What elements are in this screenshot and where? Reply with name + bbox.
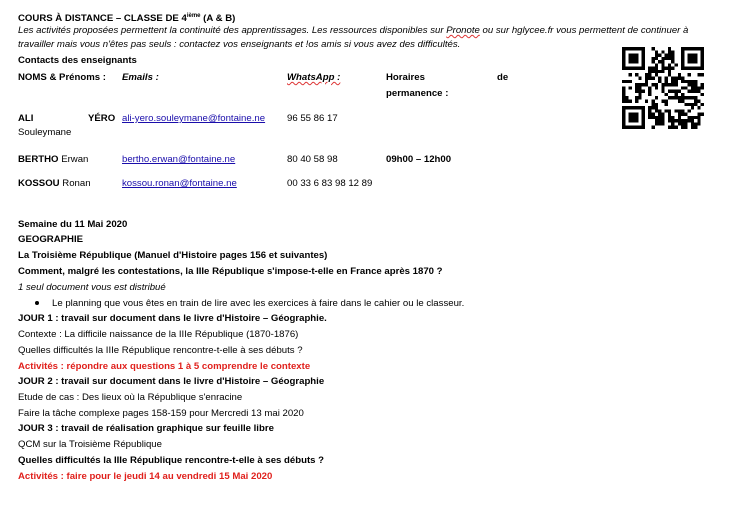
day1-question: Quelles difficultés la IIIe République rencontre-t-elle à ses débuts ? xyxy=(18,345,303,356)
day3-question: Quelles difficultés la IIIe République rencontre-t-elle à ses débuts ? xyxy=(18,455,325,466)
col-names-header: NOMS & Prénoms : xyxy=(18,72,106,83)
teacher-email-link[interactable]: kossou.ronan@fontaine.ne xyxy=(122,178,237,189)
teacher-name: KOSSOU Ronan xyxy=(18,178,91,189)
teacher-email-link[interactable]: bertho.erwan@fontaine.ne xyxy=(122,154,236,165)
teacher-name: BERTHO Erwan xyxy=(18,154,89,165)
intro-line-2: travailler mais vous n'êtes pas seuls : contactez vos enseignants et !os amis si vous avez des difficultés. xyxy=(18,39,461,50)
day2-title: JOUR 2 : travail sur document dans le livre d'Histoire – Géographie xyxy=(18,376,325,387)
theme-line: La Troisième République (Manuel d'Histoire pages 156 et suivantes) xyxy=(18,250,328,261)
document-note: 1 seul document vous est distribué xyxy=(18,282,166,293)
day3-qcm: QCM sur la Troisième République xyxy=(18,439,162,450)
teacher-phone: 96 55 86 17 xyxy=(287,113,338,124)
qr-code-icon xyxy=(622,47,704,129)
main-question: Comment, malgré les contestations, la IIIe République s'impose-t-elle en France après 1870 ? xyxy=(18,266,443,277)
day2-task: Faire la tâche complexe pages 158-159 pour Mercredi 13 mai 2020 xyxy=(18,408,304,419)
intro-line-1: Les activités proposées permettent la continuité des apprentissages. Les ressources disponibles sur Pronote ou sur hglycee.fr vous permettent de continuer à xyxy=(18,25,689,36)
teacher-phone: 00 33 6 83 98 12 89 xyxy=(287,178,373,189)
teacher-lastname: ALI xyxy=(18,113,34,124)
teacher-firstname: YÉRO xyxy=(88,113,116,124)
page-title: COURS À DISTANCE – CLASSE DE 4ième (A & B) xyxy=(18,13,236,25)
contacts-heading: Contacts des enseignants xyxy=(18,55,137,66)
teacher-hours: 09h00 – 12h00 xyxy=(386,154,452,165)
day1-context: Contexte : La difficile naissance de la IIIe République (1870-1876) xyxy=(18,329,299,340)
col-hours-header-b: de xyxy=(497,72,509,83)
col-whatsapp-header: WhatsApp : xyxy=(287,72,341,83)
day3-title: JOUR 3 : travail de réalisation graphique sur feuille libre xyxy=(18,423,274,434)
day2-case: Etude de cas : Des lieux où la République s'enracine xyxy=(18,392,243,403)
col-hours-header-c: permanence : xyxy=(386,88,449,99)
col-emails-header: Emails : xyxy=(122,72,159,83)
subject-heading: GEOGRAPHIE xyxy=(18,234,84,245)
day1-title: JOUR 1 : travail sur document dans le livre d'Histoire – Géographie. xyxy=(18,313,327,324)
pronote-link[interactable]: Pronote xyxy=(446,25,480,36)
week-heading: Semaine du 11 Mai 2020 xyxy=(18,219,128,230)
bullet-icon xyxy=(35,301,39,305)
teacher-phone: 80 40 58 98 xyxy=(287,154,338,165)
col-hours-header-a: Horaires xyxy=(386,72,425,83)
bullet-text: Le planning que vous êtes en train de lire avec les exercices à faire dans le cahier ou le classeur. xyxy=(52,298,465,309)
day1-activity: Activités : répondre aux questions 1 à 5 comprendre le contexte xyxy=(18,361,311,372)
teacher-firstname-2: Souleymane xyxy=(18,127,72,138)
day3-activity: Activités : faire pour le jeudi 14 au vendredi 15 Mai 2020 xyxy=(18,471,273,482)
teacher-email-link[interactable]: ali-yero.souleymane@fontaine.ne xyxy=(122,113,266,124)
